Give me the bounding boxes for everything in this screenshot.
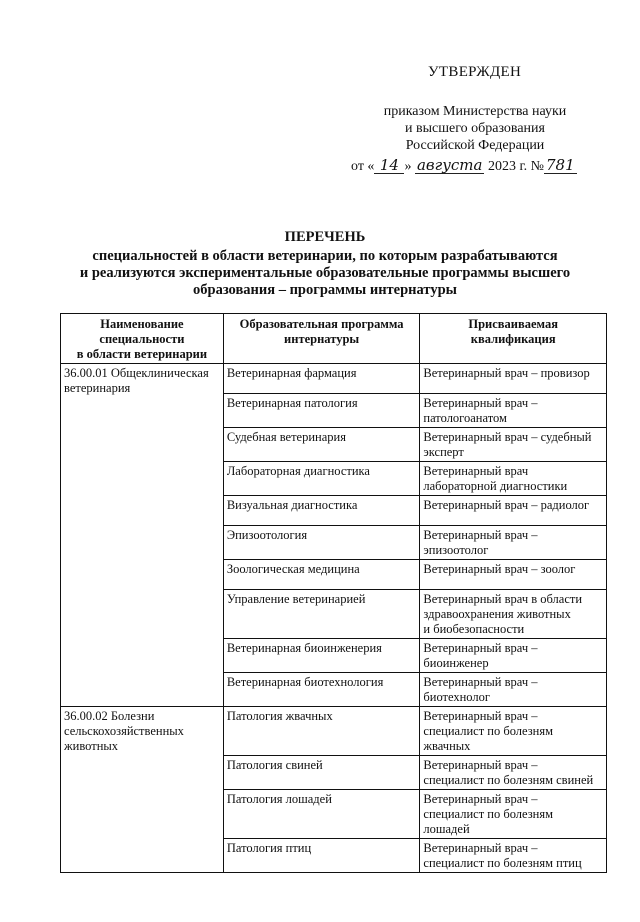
program-cell: Патология жвачных [223,707,420,756]
qualification-cell: Ветеринарный врач – биотехнолог [420,673,607,707]
program-cell: Ветеринарная биоинженерия [223,639,420,673]
approval-stamp-title: УТВЕРЖДЕН [428,64,522,80]
date-year: 2023 г. № [487,159,544,174]
programs-table [60,313,607,873]
qualification-cell: Ветеринарный врач лабораторной диагностики [420,462,607,496]
qualification-cell: Ветеринарный врач – патологоанатом [420,394,607,428]
program-cell: Патология свиней [223,756,420,790]
title-heading: ПЕРЕЧЕНЬ [284,229,366,245]
date-mid: » [404,159,412,174]
order-line: Российской Федерации [405,138,545,153]
handwritten-month: августа [416,156,483,174]
specialty-cell: 36.00.01 Общеклиническая ветеринария [61,364,224,707]
order-date-line [351,158,577,175]
program-cell: Патология лошадей [223,790,420,839]
specialty-cell: 36.00.02 Болезни сельскохозяйственных животных [61,707,224,873]
document-title [60,229,590,299]
program-cell: Судебная ветеринария [223,428,420,462]
qualification-cell: Ветеринарный врач – радиолог [420,496,607,526]
table-row [61,707,607,756]
column-header-program: Образовательная программа интернатуры [223,314,420,364]
handwritten-day: 14 [374,158,404,174]
program-cell: Управление ветеринарией [223,590,420,639]
qualification-cell: Ветеринарный врач – зоолог [420,560,607,590]
qualification-cell: Ветеринарный врач – специалист по болезням жвачных [420,707,607,756]
qualification-cell: Ветеринарный врач – эпизоотолог [420,526,607,560]
qualification-cell: Ветеринарный врач – судебный эксперт [420,428,607,462]
qualification-cell: Ветеринарный врач – биоинженер [420,639,607,673]
column-header-qualification: Присваиваемая квалификация [420,314,607,364]
program-cell: Ветеринарная биотехнология [223,673,420,707]
title-subtitle: специальностей в области ветеринарии, по которым разрабатываются и реализуются экспериментальные образовательные программы высшего образования – программы интернатуры [79,248,571,298]
table-header-row [61,314,607,364]
table-row [61,364,607,394]
qualification-cell: Ветеринарный врач – провизор [420,364,607,394]
qualification-cell: Ветеринарный врач – специалист по болезням лошадей [420,790,607,839]
qualification-cell: Ветеринарный врач – специалист по болезням свиней [420,756,607,790]
order-line: приказом Министерства науки [383,104,567,119]
date-prefix: от « [351,159,375,174]
program-cell: Лабораторная диагностика [223,462,420,496]
program-cell: Эпизоотология [223,526,420,560]
program-cell: Патология птиц [223,839,420,873]
program-cell: Визуальная диагностика [223,496,420,526]
order-reference [340,103,610,154]
program-cell: Ветеринарная патология [223,394,420,428]
handwritten-order-number: 781 [546,156,575,174]
qualification-cell: Ветеринарный врач в области здравоохранения животных и биобезопасности [420,590,607,639]
order-line: и высшего образования [405,121,545,136]
program-cell: Зоологическая медицина [223,560,420,590]
program-cell: Ветеринарная фармация [223,364,420,394]
qualification-cell: Ветеринарный врач – специалист по болезням птиц [420,839,607,873]
column-header-specialty: Наименование специальности в области ветеринарии [61,314,224,364]
